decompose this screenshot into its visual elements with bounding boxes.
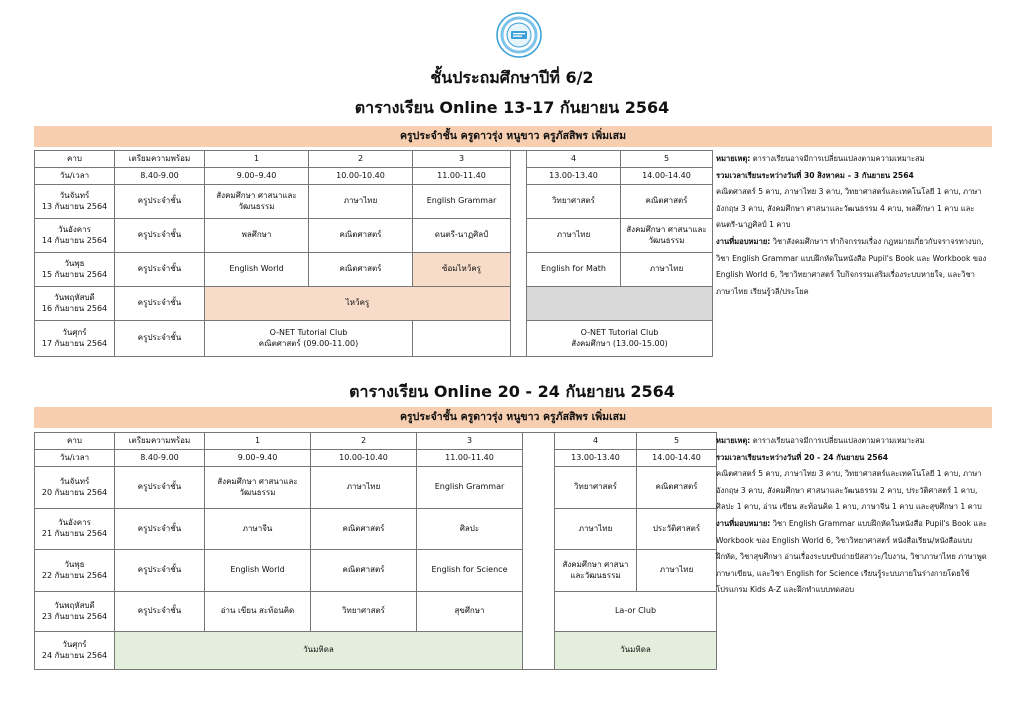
table-row [35,219,713,253]
time-2: 10.00-10.40 [311,450,417,467]
week2-title: ตารางเรียน Online 20 - 24 กันยายน 2564 [349,382,675,401]
subject-cell: สังคมศึกษา ศาสนาและวัฒนธรรม [205,185,309,219]
period-5: 5 [637,433,717,450]
note-label: หมายเหตุ: [716,436,751,445]
week1-period-row [35,151,713,168]
subject-cell: สังคมศึกษา ศาสนาและวัฒนธรรม [621,219,713,253]
prep-cell: ครูประจำชั้น [115,185,205,219]
time-4: 13.00-13.40 [527,168,621,185]
time-header: วัน/เวลา [35,450,115,467]
subject-cell: ภาษาไทย [311,467,417,509]
week2-teachers-band: ครูประจำชั้น ครูดาวรุ่ง หนูขาว ครูภัสสิพร เพิ่มเสม [34,407,992,428]
lunch-gap [523,433,555,670]
period-4: 4 [527,151,621,168]
assign-label: งานที่มอบหมาย: [716,236,771,246]
class-title: ชั้นประถมศึกษาปีที่ 6/2 [430,68,594,87]
subject-cell-highlight: ซ้อมไหว้ครู [413,253,511,287]
week1-teachers-band: ครูประจำชั้น ครูดาวรุ่ง หนูขาว ครูภัสสิพร เพิ่มเสม [34,126,992,147]
prep-cell: ครูประจำชั้น [115,287,205,321]
period-2: 2 [309,151,413,168]
period-1: 1 [205,433,311,450]
period-5: 5 [621,151,713,168]
assign-text: วิชาสังคมศึกษาฯ ทำกิจกรรมเรื่อง กฎหมายเกี่ยวกับจราจรทางบก, วิชา English Grammar แบบฝึกหัดในหนังสือ Pupil's Book และ Workbook ของ English World 6, วิชาวิทยาศาสตร์ ใบกิจกรรมเสริมเรื่องระบบหายใจ, และวิชาภาษาไทย เรียนรู้วลี/ประโยค [716,236,987,296]
day-cell: วันอังคาร 21 กันยายน 2564 [35,509,115,550]
day-cell: วันพฤหัสบดี 16 กันยายน 2564 [35,287,115,321]
time-1: 9.00–9.40 [205,168,309,185]
table-row [35,185,713,219]
week2-notes [716,433,992,599]
subject-cell: ภาษาจีน [205,509,311,550]
subject-cell: คณิตศาสตร์ [311,509,417,550]
holiday-cell: วันมหิดล [115,632,523,670]
time-3: 11.00-11.40 [413,168,511,185]
period-2: 2 [311,433,417,450]
club-cell: O-NET Tutorial Club คณิตศาสตร์ (09.00-11.00) [205,321,413,357]
day-cell: วันพุธ 22 กันยายน 2564 [35,550,115,592]
day-cell: วันจันทร์ 13 กันยายน 2564 [35,185,115,219]
school-logo [496,12,542,58]
time-1: 9.00–9.40 [205,450,311,467]
subject-cell: English World [205,550,311,592]
week2-schedule-table [34,432,717,670]
subject-cell: ศิลปะ [417,509,523,550]
subject-cell: คณิตศาสตร์ [621,185,713,219]
assign-text: วิชา English Grammar แบบฝึกหัดในหนังสือ Pupil's Book และ Workbook ของ English World 6, วิชาวิทยาศาสตร์ หนังสือเรียน/หนังสือแบบฝึกหัด, วิชาสุขศึกษา อ่านเรื่องระบบขับถ่ายปัสสาวะ/ใบงาน, วิชาภาษาไทย ภาษาพูด ภาษาเขียน, และวิชา English for Science เรียนรู้ระบบภายในร่างกายโดยใช้โปรแกรม Kids A-Z และฝึกทำแบบทดสอบ [716,518,987,595]
day-cell: วันศุกร์ 17 กันยายน 2564 [35,321,115,357]
subject-cell: ภาษาไทย [621,253,713,287]
total-text: คณิตศาสตร์ 5 คาบ, ภาษาไทย 3 คาบ, วิทยาศาสตร์และเทคโนโลยี 1 คาบ, ภาษาอังกฤษ 3 คาบ, สังคมศึกษา ศาสนาและวัฒนธรรม 2 คาบ, ประวัติศาสตร์ 1 คาบ, ศิลปะ 1 คาบ, อ่าน เขียน สะท้อนคิด 1 คาบ, ภาษาจีน 1 คาบ และสุขศึกษา 1 คาบ [716,469,982,512]
prep-cell: ครูประจำชั้น [115,321,205,357]
day-cell: วันอังคาร 14 กันยายน 2564 [35,219,115,253]
table-row [35,253,713,287]
subject-cell: คณิตศาสตร์ [309,253,413,287]
note-text: ตารางเรียนอาจมีการเปลี่ยนแปลงตามความเหมาะสม [750,154,925,163]
subject-cell: ภาษาไทย [637,550,717,592]
week1-schedule-table [34,150,713,357]
day-cell: วันศุกร์ 24 กันยายน 2564 [35,632,115,670]
subject-cell: อ่าน เขียน สะท้อนคิด [205,592,311,632]
total-text: คณิตศาสตร์ 5 คาบ, ภาษาไทย 3 คาบ, วิทยาศาสตร์และเทคโนโลยี 1 คาบ, ภาษาอังกฤษ 3 คาบ, สังคมศึกษา ศาสนาและวัฒนธรรม 4 คาบ, พลศึกษา 1 คาบ และดนตรี-นาฏศิลป์ 1 คาบ [716,187,982,230]
table-row [35,632,717,670]
subject-cell: ดนตรี-นาฏศิลป์ [413,219,511,253]
time-2: 10.00-10.40 [309,168,413,185]
time-prep: 8.40-9.00 [115,168,205,185]
day-cell: วันพุธ 15 กันยายน 2564 [35,253,115,287]
table-row [35,550,717,592]
week1-title: ตารางเรียน Online 13-17 กันยายน 2564 [354,98,670,117]
period-4: 4 [555,433,637,450]
period-1: 1 [205,151,309,168]
day-cell: วันจันทร์ 20 กันยายน 2564 [35,467,115,509]
subject-cell: English for Science [417,550,523,592]
time-prep: 8.40-9.00 [115,450,205,467]
prep-cell: ครูประจำชั้น [115,219,205,253]
table-row [35,321,713,357]
holiday-cell: วันมหิดล [555,632,717,670]
club-cell: O-NET Tutorial Club สังคมศึกษา (13.00-15.00) [527,321,713,357]
subject-cell: English Grammar [413,185,511,219]
subject-cell: ประวัติศาสตร์ [637,509,717,550]
period-prep: เตรียมความพร้อม [115,151,205,168]
table-row [35,467,717,509]
prep-cell: ครูประจำชั้น [115,509,205,550]
day-cell: วันพฤหัสบดี 23 กันยายน 2564 [35,592,115,632]
subject-cell: สังคมศึกษา ศาสนาและวัฒนธรรม [555,550,637,592]
total-title: รวมเวลาเรียนระหว่างวันที่ 20 - 24 กันยายน 2564 [716,452,889,462]
week2-period-row [35,433,717,450]
period-header: คาบ [35,433,115,450]
time-3: 11.00-11.40 [417,450,523,467]
subject-cell: English for Math [527,253,621,287]
period-3: 3 [413,151,511,168]
subject-cell: พลศึกษา [205,219,309,253]
subject-cell: English World [205,253,309,287]
club-cell: La-or Club [555,592,717,632]
subject-cell: วิทยาศาสตร์ [527,185,621,219]
subject-cell: วิทยาศาสตร์ [311,592,417,632]
note-text: ตารางเรียนอาจมีการเปลี่ยนแปลงตามความเหมาะสม [750,436,925,445]
subject-cell: English Grammar [417,467,523,509]
event-cell: ไหว้ครู [205,287,511,321]
subject-cell: คณิตศาสตร์ [311,550,417,592]
time-5: 14.00-14.40 [621,168,713,185]
period-prep: เตรียมความพร้อม [115,433,205,450]
table-row [35,509,717,550]
subject-cell: ภาษาไทย [555,509,637,550]
table-row [35,592,717,632]
total-title: รวมเวลาเรียนระหว่างวันที่ 30 สิงหาคม – 3 กันยายน 2564 [716,170,914,180]
prep-cell: ครูประจำชั้น [115,550,205,592]
prep-cell: ครูประจำชั้น [115,253,205,287]
subject-cell: ภาษาไทย [309,185,413,219]
subject-cell: คณิตศาสตร์ [637,467,717,509]
empty-afternoon-cell [527,287,713,321]
time-header: วัน/เวลา [35,168,115,185]
subject-cell: สังคมศึกษา ศาสนาและวัฒนธรรม [205,467,311,509]
period-3: 3 [417,433,523,450]
week1-time-row [35,168,713,185]
subject-cell: คณิตศาสตร์ [309,219,413,253]
week2-time-row [35,450,717,467]
subject-cell: ภาษาไทย [527,219,621,253]
time-4: 13.00-13.40 [555,450,637,467]
table-row [35,287,713,321]
empty-cell [413,321,511,357]
note-label: หมายเหตุ: [716,154,751,163]
week1-notes [716,151,992,300]
period-header: คาบ [35,151,115,168]
subject-cell: วิทยาศาสตร์ [555,467,637,509]
prep-cell: ครูประจำชั้น [115,592,205,632]
subject-cell: สุขศึกษา [417,592,523,632]
lunch-gap [511,151,527,357]
time-5: 14.00-14.40 [637,450,717,467]
prep-cell: ครูประจำชั้น [115,467,205,509]
assign-label: งานที่มอบหมาย: [716,518,771,528]
